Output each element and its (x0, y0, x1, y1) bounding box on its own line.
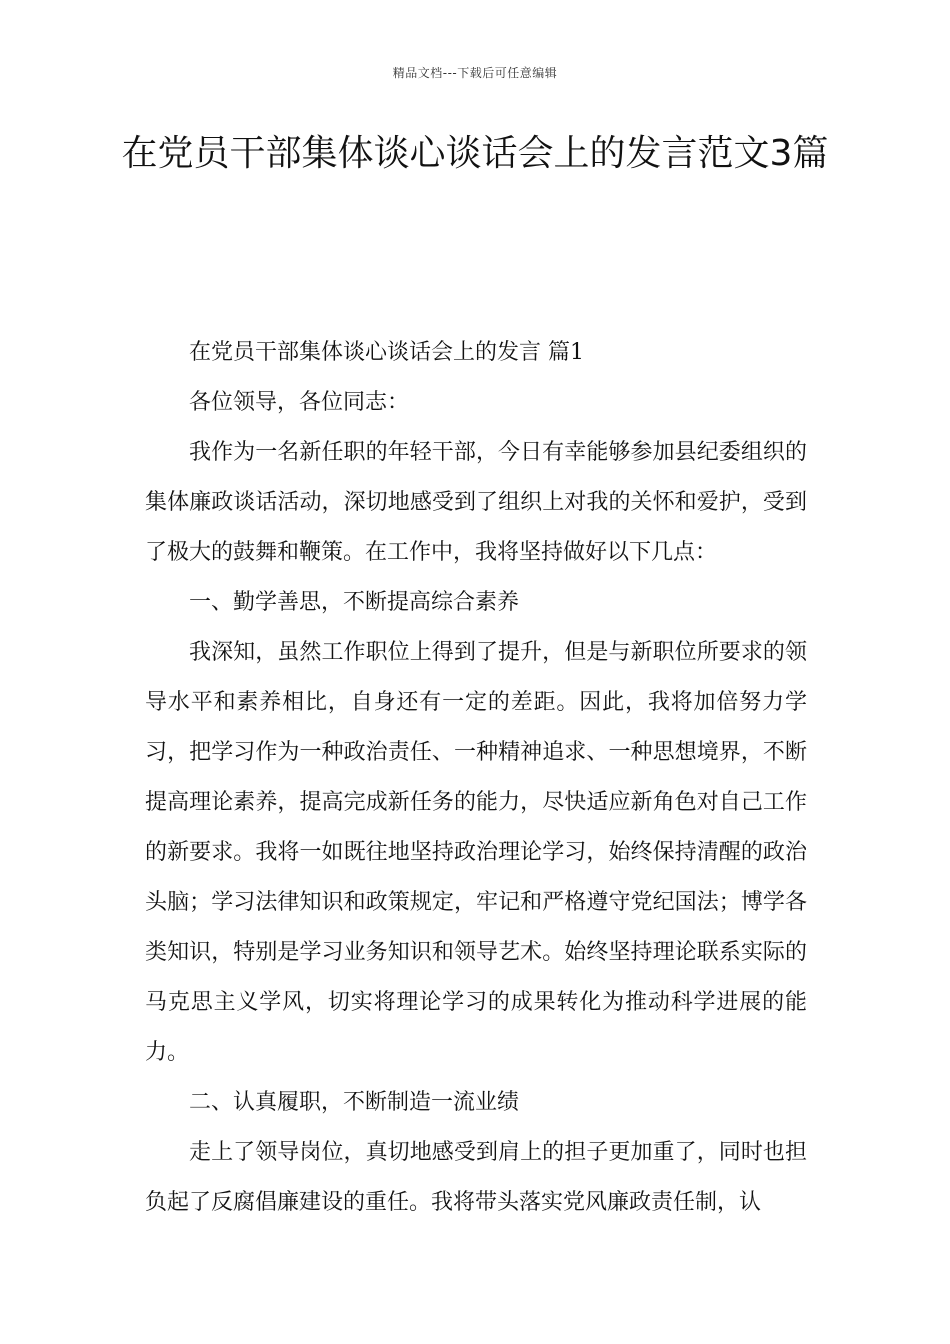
paragraph: 走上了领导岗位，真切地感受到肩上的担子更加重了，同时也担负起了反腐倡廉建设的重任。我将带头落实党风廉政责任制，认 (145, 1140, 807, 1215)
header-note: 精品文档---下载后可任意编辑 (392, 66, 558, 80)
section-heading: 在党员干部集体谈心谈话会上的发言 篇1 (189, 340, 584, 365)
salutation: 各位领导，各位同志： (189, 390, 410, 415)
subheading: 一、勤学善思，不断提高综合素养 (189, 590, 520, 615)
document-title: 在党员干部集体谈心谈话会上的发言范文3篇 (121, 133, 829, 174)
paragraph: 我作为一名新任职的年轻干部，今日有幸能够参加县纪委组织的集体廉政谈话活动，深切地感受到了组织上对我的关怀和爱护，受到了极大的鼓舞和鞭策。在工作中，我将坚持做好以下几点： (145, 440, 807, 565)
document-body (145, 328, 807, 1228)
paragraph: 我深知，虽然工作职位上得到了提升，但是与新职位所要求的领导水平和素养相比，自身还有一定的差距。因此，我将加倍努力学习，把学习作为一种政治责任、一种精神追求、一种思想境界，不断提高理论素养，提高完成新任务的能力，尽快适应新角色对自己工作的新要求。我将一如既往地坚持政治理论学习，始终保持清醒的政治头脑；学习法律知识和政策规定，牢记和严格遵守党纪国法；博学各类知识，特别是学习业务知识和领导艺术。始终坚持理论联系实际的马克思主义学风，切实将理论学习的成果转化为推动科学进展的能力。 (145, 640, 807, 1065)
subheading: 二、认真履职，不断制造一流业绩 (189, 1090, 520, 1115)
